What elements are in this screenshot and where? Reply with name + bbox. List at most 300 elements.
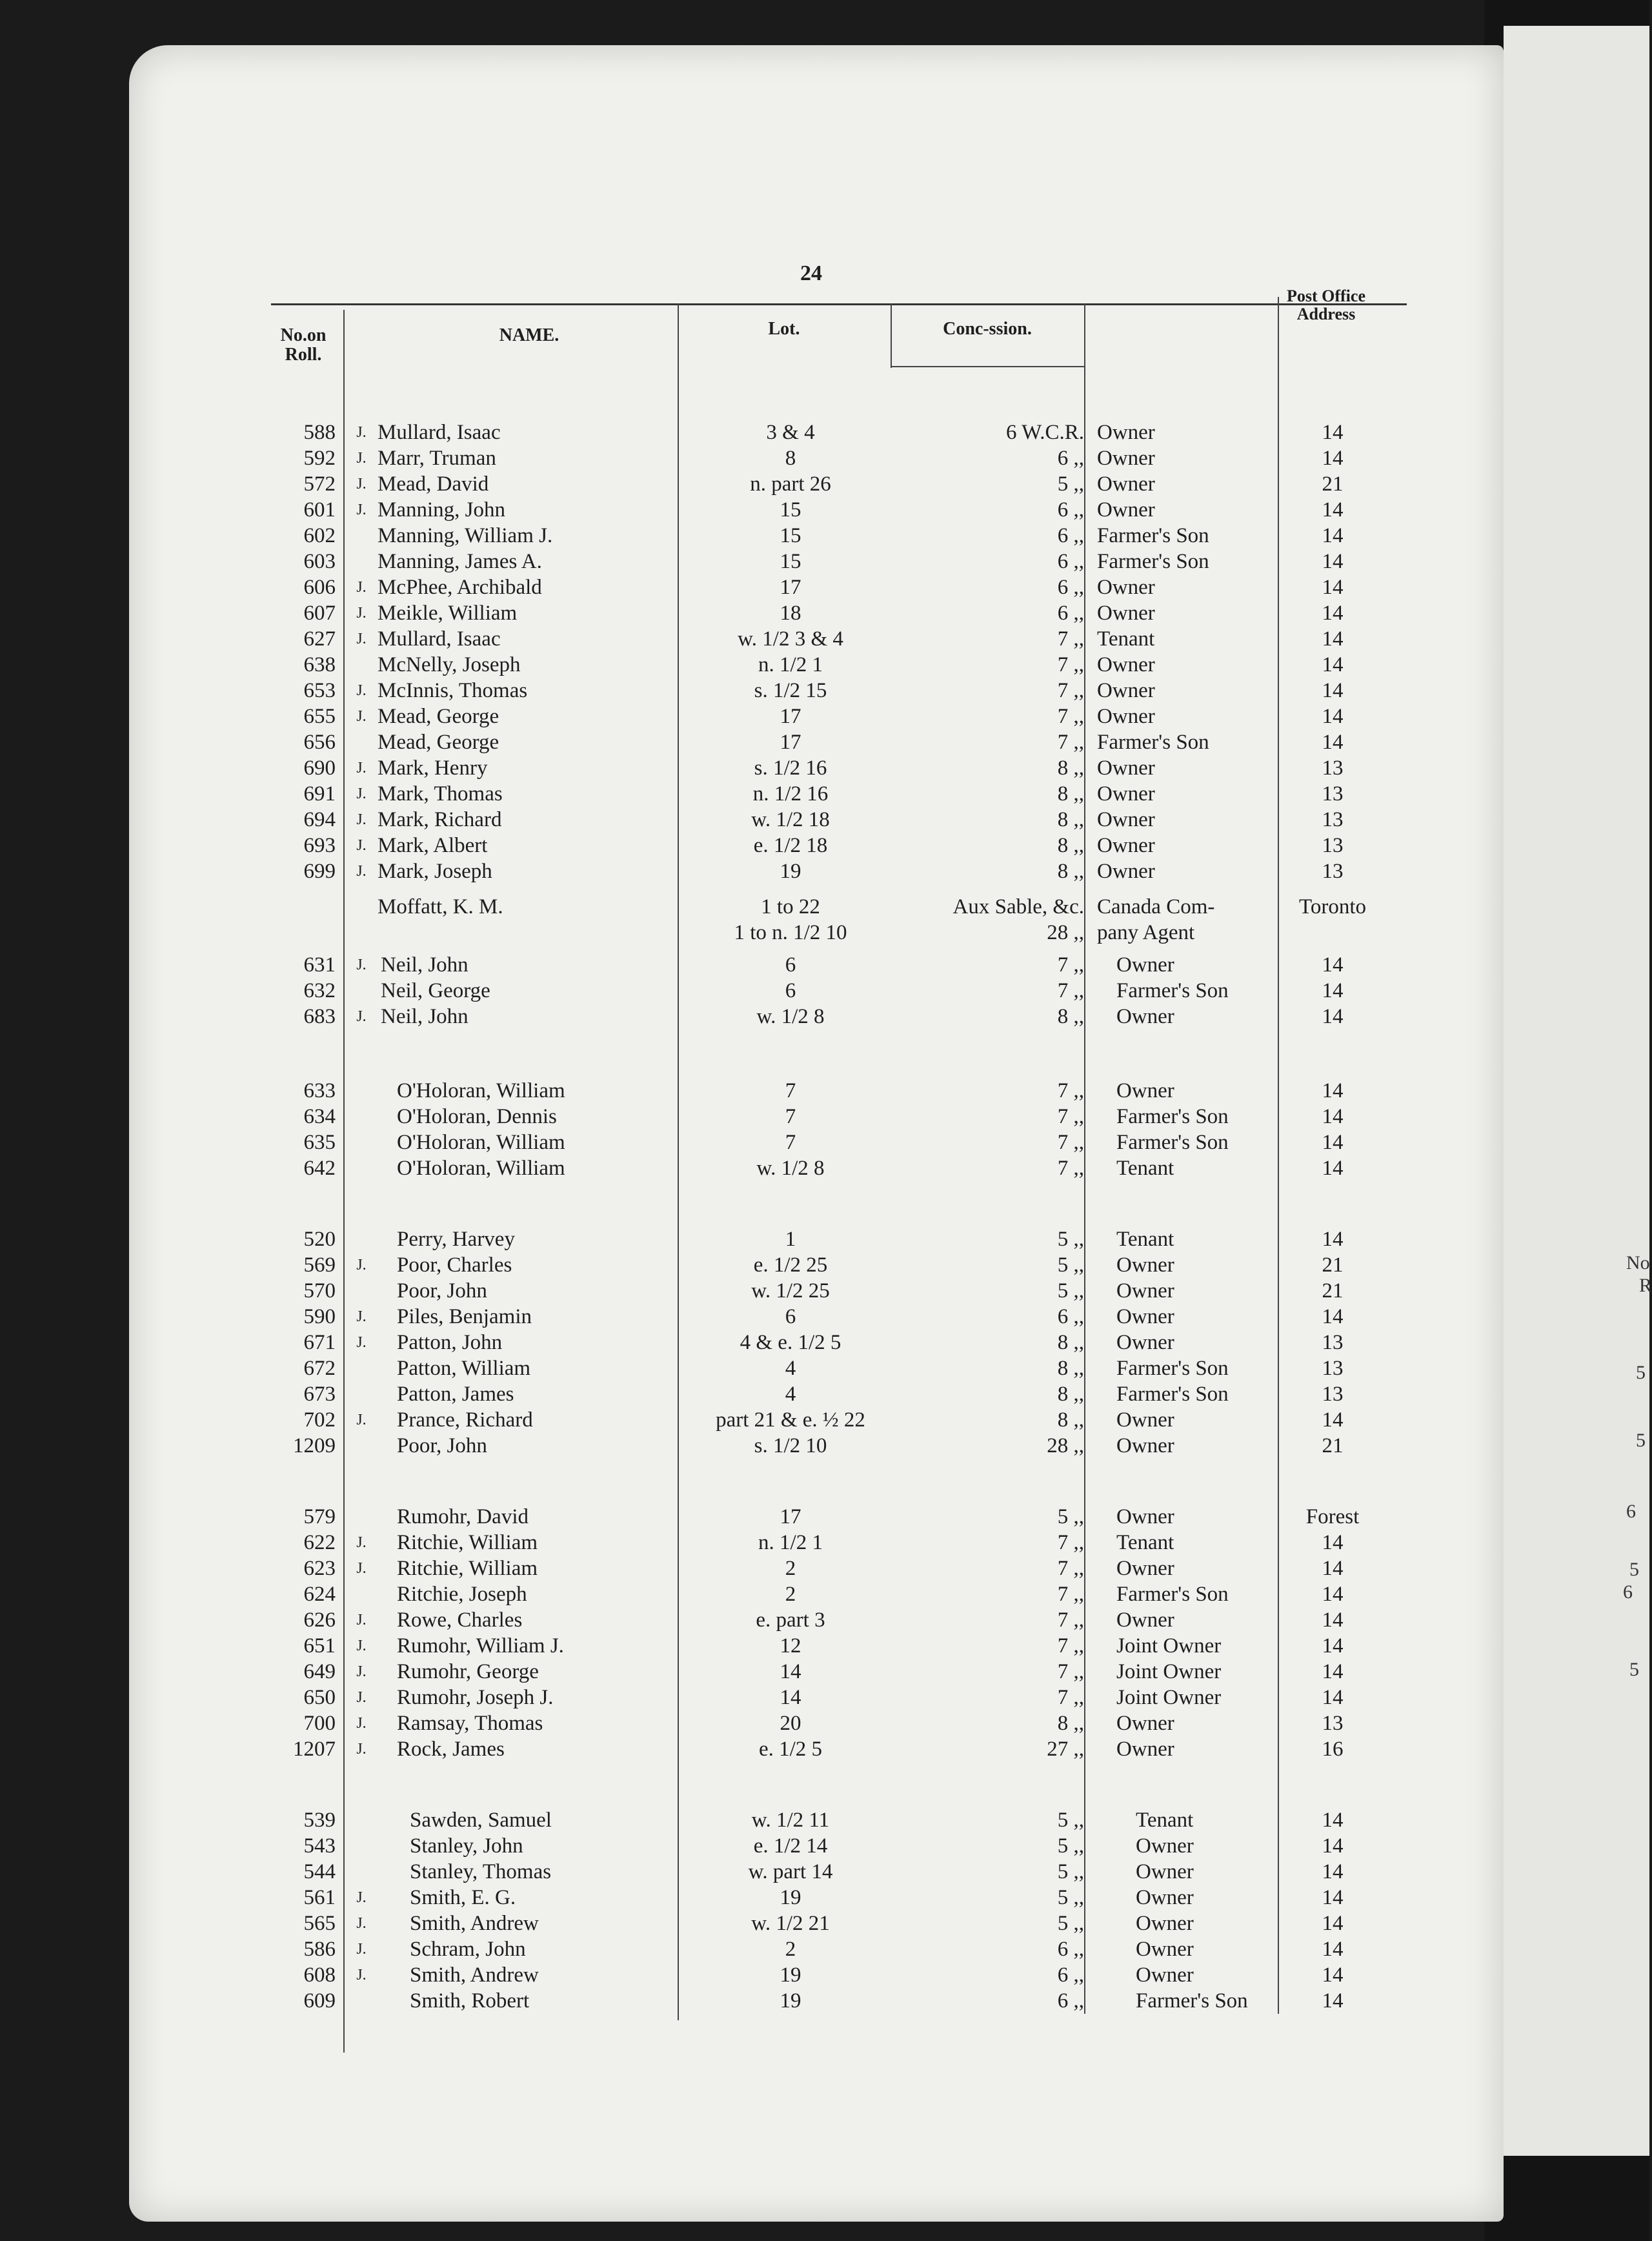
post-office: 13 <box>1322 756 1344 780</box>
table-row <box>0 1330 1649 1356</box>
lot: n. part 26 <box>750 472 831 496</box>
post-office: 14 <box>1322 1408 1344 1432</box>
post-office: 14 <box>1322 1583 1344 1606</box>
elector-name: O'Holoran, William <box>397 1157 565 1180</box>
status: Owner <box>1097 447 1155 470</box>
elector-name: O'Holoran, William <box>397 1131 565 1154</box>
roll-number: 570 <box>303 1279 336 1303</box>
status: Owner <box>1116 1434 1174 1457</box>
lot: e. 1/2 25 <box>753 1253 828 1277</box>
lot: e. part 3 <box>756 1608 825 1632</box>
status: Owner <box>1116 1738 1174 1761</box>
post-office: 14 <box>1322 1634 1344 1658</box>
qualification-mark: J. <box>356 1008 367 1025</box>
roll-number: 671 <box>303 1331 336 1354</box>
concession: 6 ,, <box>1057 1938 1084 1961</box>
post-office: Forest <box>1305 1505 1360 1528</box>
roll-number: 543 <box>303 1834 336 1858</box>
lot: 4 <box>785 1383 796 1406</box>
elector-name: Rumohr, George <box>397 1660 539 1683</box>
post-office: 14 <box>1322 576 1344 599</box>
roll-number: 683 <box>303 1005 336 1028</box>
concession: 8 ,, <box>1057 1357 1084 1380</box>
table-row <box>0 549 1649 575</box>
concession: 7 ,, <box>1057 627 1084 651</box>
qualification-mark: J. <box>356 1412 367 1428</box>
elector-name: Ritchie, William <box>397 1531 538 1554</box>
status: Owner <box>1097 498 1155 522</box>
qualification-mark: J. <box>356 1534 367 1551</box>
status: Owner <box>1097 472 1155 496</box>
post-office: 21 <box>1322 1253 1344 1277</box>
qualification-mark: J. <box>356 1941 367 1958</box>
concession: 8 ,, <box>1057 808 1084 831</box>
table-row <box>0 1078 1649 1104</box>
table-row <box>0 523 1649 549</box>
roll-number: 572 <box>303 472 336 496</box>
concession: 8 ,, <box>1057 1331 1084 1354</box>
elector-name: Stanley, Thomas <box>410 1860 552 1883</box>
qualification-mark: J. <box>356 1308 367 1325</box>
elector-name: Ramsay, Thomas <box>397 1712 543 1735</box>
status: Farmer's Son <box>1097 731 1209 754</box>
lot: 7 <box>785 1131 796 1154</box>
table-row <box>0 1962 1649 1989</box>
status: Owner <box>1116 1608 1174 1632</box>
lot: e. 1/2 14 <box>753 1834 828 1858</box>
roll-number: 565 <box>303 1912 336 1935</box>
status: Owner <box>1097 834 1155 857</box>
qualification-mark: J. <box>356 424 367 441</box>
status: Owner <box>1136 1912 1194 1935</box>
table-row <box>0 626 1649 653</box>
elector-name: O'Holoran, William <box>397 1079 565 1102</box>
elector-name: Ritchie, Joseph <box>397 1583 527 1606</box>
table-row <box>0 755 1649 782</box>
status: Owner <box>1116 953 1174 977</box>
qualification-mark: J. <box>356 1257 367 1273</box>
roll-number: 653 <box>303 679 336 702</box>
table-row <box>0 1633 1649 1659</box>
status: Farmer's Son <box>1116 1357 1229 1380</box>
post-office: 14 <box>1322 1228 1344 1251</box>
post-office: 14 <box>1322 1860 1344 1883</box>
roll-number: 693 <box>303 834 336 857</box>
concession: 5 ,, <box>1057 472 1084 496</box>
lot: w. 1/2 25 <box>751 1279 830 1303</box>
concession: 7 ,, <box>1057 979 1084 1002</box>
lot: 8 <box>785 447 796 470</box>
elector-name: Mullard, Isaac <box>378 627 501 651</box>
table-row <box>0 574 1649 601</box>
table-row <box>0 704 1649 730</box>
concession: 7 ,, <box>1057 1557 1084 1580</box>
roll-number: 699 <box>303 860 336 883</box>
post-office: 13 <box>1322 1357 1344 1380</box>
concession: 7 ,, <box>1057 1157 1084 1180</box>
table-row <box>0 678 1649 704</box>
table-row <box>0 1155 1649 1182</box>
roll-number: 607 <box>303 602 336 625</box>
lot: 19 <box>780 1886 801 1909</box>
post-office: 14 <box>1322 953 1344 977</box>
qualification-mark: J. <box>356 760 367 776</box>
status: Canada Com- <box>1097 895 1215 918</box>
post-office: 14 <box>1322 1157 1344 1180</box>
elector-name: Manning, John <box>378 498 505 522</box>
status: Tenant <box>1136 1809 1194 1832</box>
elector-name: Poor, John <box>397 1434 487 1457</box>
status: Farmer's Son <box>1116 1105 1229 1128</box>
concession: 5 ,, <box>1057 1228 1084 1251</box>
qualification-mark: J. <box>356 476 367 492</box>
header-name: NAME. <box>499 325 559 345</box>
post-office: 14 <box>1322 1963 1344 1987</box>
roll-number: 635 <box>303 1131 336 1154</box>
concession: 5 ,, <box>1057 1279 1084 1303</box>
table-row <box>0 1659 1649 1685</box>
lot: w. 1/2 8 <box>756 1005 825 1028</box>
table-row <box>0 1355 1649 1382</box>
elector-name: Mark, Henry <box>378 756 488 780</box>
elector-name: Smith, Robert <box>410 1989 530 2013</box>
table-row <box>0 1859 1649 1885</box>
roll-number: 690 <box>303 756 336 780</box>
lot: part 21 & e. ½ 22 <box>716 1408 865 1432</box>
elector-name: Meikle, William <box>378 602 518 625</box>
elector-name: Mark, Thomas <box>378 782 503 806</box>
lot: w. part 14 <box>748 1860 833 1883</box>
table-top-rule <box>271 303 1407 305</box>
post-office: 21 <box>1322 1434 1344 1457</box>
lot: 14 <box>780 1686 801 1709</box>
roll-number: 672 <box>303 1357 336 1380</box>
post-office: 16 <box>1322 1738 1344 1761</box>
status: Owner <box>1097 808 1155 831</box>
status: Tenant <box>1116 1531 1174 1554</box>
concession: 6 ,, <box>1057 498 1084 522</box>
concession: 5 ,, <box>1057 1860 1084 1883</box>
status: Farmer's Son <box>1097 524 1209 547</box>
qualification-mark: J. <box>356 450 367 467</box>
post-office: 14 <box>1322 602 1344 625</box>
concession: 6 ,, <box>1057 602 1084 625</box>
table-row <box>0 1252 1649 1279</box>
table-row <box>0 1685 1649 1711</box>
elector-name: Marr, Truman <box>378 447 496 470</box>
table-row <box>0 600 1649 627</box>
lot: 1 to 22 <box>761 895 820 918</box>
table-row <box>0 1911 1649 1937</box>
table-row <box>0 833 1649 859</box>
post-office: 14 <box>1322 447 1344 470</box>
table-row <box>0 1530 1649 1556</box>
roll-number: 1207 <box>293 1738 336 1761</box>
status: Owner <box>1097 860 1155 883</box>
lot: 1 to n. 1/2 10 <box>734 921 847 944</box>
concession: 7 ,, <box>1057 1608 1084 1632</box>
status: Owner <box>1116 1505 1174 1528</box>
elector-name: Smith, E. G. <box>410 1886 516 1909</box>
lot: 2 <box>785 1938 796 1961</box>
qualification-mark: J. <box>356 1967 367 1983</box>
concession: 7 ,, <box>1057 705 1084 728</box>
status: Owner <box>1136 1886 1194 1909</box>
status: Owner <box>1136 1834 1194 1858</box>
table-row <box>0 1988 1649 2014</box>
header-roll: No.on Roll. <box>280 325 327 365</box>
roll-number: 651 <box>303 1634 336 1658</box>
post-office: 14 <box>1322 498 1344 522</box>
post-office: 14 <box>1322 627 1344 651</box>
lot: 7 <box>785 1079 796 1102</box>
lot: 4 & e. 1/2 5 <box>740 1331 841 1354</box>
table-row <box>0 894 1649 920</box>
table-row <box>0 1556 1649 1582</box>
table-row <box>0 1407 1649 1434</box>
post-office: 14 <box>1322 1912 1344 1935</box>
status: Owner <box>1116 1712 1174 1735</box>
roll-number: 673 <box>303 1383 336 1406</box>
status: Tenant <box>1097 627 1155 651</box>
qualification-mark: J. <box>356 1560 367 1577</box>
qualification-mark: J. <box>356 786 367 802</box>
lot: w. 1/2 8 <box>756 1157 825 1180</box>
adjacent-page-fragment: No <box>1626 1252 1650 1273</box>
status: Owner <box>1116 1557 1174 1580</box>
post-office: 14 <box>1322 1105 1344 1128</box>
lot: s. 1/2 15 <box>754 679 827 702</box>
concession: 6 ,, <box>1057 1305 1084 1328</box>
lot: 17 <box>780 1505 801 1528</box>
lot: 4 <box>785 1357 796 1380</box>
qualification-mark: J. <box>356 811 367 828</box>
elector-name: Sawden, Samuel <box>410 1809 552 1832</box>
concession: 7 ,, <box>1057 1583 1084 1606</box>
qualification-mark: J. <box>356 1334 367 1351</box>
table-row <box>0 1504 1649 1530</box>
elector-name: Prance, Richard <box>397 1408 533 1432</box>
post-office: 14 <box>1322 653 1344 676</box>
elector-name: Rumohr, David <box>397 1505 529 1528</box>
roll-number: 627 <box>303 627 336 651</box>
post-office: 14 <box>1322 1608 1344 1632</box>
status: Owner <box>1136 1963 1194 1987</box>
post-office: 14 <box>1322 731 1344 754</box>
qualification-mark: J. <box>356 1715 367 1732</box>
elector-name: Perry, Harvey <box>397 1228 515 1251</box>
concession: 6 ,, <box>1057 550 1084 573</box>
post-office: 14 <box>1322 1834 1344 1858</box>
status: Owner <box>1116 1331 1174 1354</box>
concession: 7 ,, <box>1057 953 1084 977</box>
adjacent-page-fragment: 6 <box>1623 1581 1633 1603</box>
status: Joint Owner <box>1116 1660 1222 1683</box>
post-office: 14 <box>1322 524 1344 547</box>
table-row <box>0 652 1649 678</box>
roll-number: 694 <box>303 808 336 831</box>
post-office: 14 <box>1322 1005 1344 1028</box>
post-office: 14 <box>1322 1660 1344 1683</box>
lot: 2 <box>785 1583 796 1606</box>
lot: 20 <box>780 1712 801 1735</box>
post-office: 21 <box>1322 472 1344 496</box>
concession: 7 ,, <box>1057 1105 1084 1128</box>
lot: w. 1/2 3 & 4 <box>738 627 843 651</box>
roll-number: 650 <box>303 1686 336 1709</box>
lot: s. 1/2 16 <box>754 756 827 780</box>
adjacent-page-fragment: R <box>1639 1275 1652 1296</box>
post-office: 14 <box>1322 1557 1344 1580</box>
qualification-mark: J. <box>356 631 367 647</box>
lot: 15 <box>780 524 801 547</box>
lot: 19 <box>780 860 801 883</box>
post-office: 14 <box>1322 1886 1344 1909</box>
roll-number: 631 <box>303 953 336 977</box>
header-lot: Lot. <box>768 319 800 339</box>
lot: 2 <box>785 1557 796 1580</box>
adjacent-page-fragment: 6 <box>1626 1501 1636 1522</box>
concession: 5 ,, <box>1057 1912 1084 1935</box>
status: Owner <box>1097 756 1155 780</box>
roll-number: 634 <box>303 1105 336 1128</box>
lot: 17 <box>780 705 801 728</box>
roll-number: 602 <box>303 524 336 547</box>
concession: 6 ,, <box>1057 576 1084 599</box>
table-row <box>0 1130 1649 1156</box>
roll-number: 622 <box>303 1531 336 1554</box>
concession: 5 ,, <box>1057 1834 1084 1858</box>
qualification-mark: J. <box>356 1741 367 1758</box>
lot: 19 <box>780 1963 801 1987</box>
concession: 8 ,, <box>1057 756 1084 780</box>
table-row <box>0 1278 1649 1304</box>
roll-number: 633 <box>303 1079 336 1102</box>
qualification-mark: J. <box>356 605 367 622</box>
elector-name: Patton, John <box>397 1331 503 1354</box>
status: Owner <box>1116 1005 1174 1028</box>
roll-number: 1209 <box>293 1434 336 1457</box>
elector-name: Mead, George <box>378 731 499 754</box>
status: Owner <box>1116 1079 1174 1102</box>
lot: 19 <box>780 1989 801 2013</box>
lot: 6 <box>785 953 796 977</box>
concession: 28 ,, <box>1047 921 1084 944</box>
elector-name: Manning, William J. <box>378 524 553 547</box>
table-row <box>0 1885 1649 1911</box>
roll-number: 603 <box>303 550 336 573</box>
table-row <box>0 497 1649 523</box>
qualification-mark: J. <box>356 863 367 880</box>
lot: 1 <box>785 1228 796 1251</box>
elector-name: McInnis, Thomas <box>378 679 528 702</box>
status: Farmer's Son <box>1116 1583 1229 1606</box>
status: Owner <box>1116 1305 1174 1328</box>
elector-name: Neil, George <box>381 979 490 1002</box>
elector-name: Rowe, Charles <box>397 1608 523 1632</box>
concession: 8 ,, <box>1057 834 1084 857</box>
lot: 3 & 4 <box>766 421 815 444</box>
concession: 8 ,, <box>1057 1005 1084 1028</box>
adjacent-page-fragment: 5 <box>1629 1559 1639 1580</box>
lot: n. 1/2 16 <box>752 782 829 806</box>
lot: w. 1/2 21 <box>751 1912 830 1935</box>
concession: 5 ,, <box>1057 1505 1084 1528</box>
concession: 8 ,, <box>1057 860 1084 883</box>
post-office: 14 <box>1322 679 1344 702</box>
concession: 7 ,, <box>1057 1686 1084 1709</box>
qualification-mark: J. <box>356 708 367 725</box>
roll-number: 700 <box>303 1712 336 1735</box>
post-office: 13 <box>1322 782 1344 806</box>
roll-number: 579 <box>303 1505 336 1528</box>
post-office: 13 <box>1322 1383 1344 1406</box>
status: Tenant <box>1116 1228 1174 1251</box>
table-row <box>0 445 1649 472</box>
post-office: 13 <box>1322 808 1344 831</box>
concession: 7 ,, <box>1057 1131 1084 1154</box>
adjacent-page-fragment: 5 <box>1629 1659 1639 1680</box>
status: Owner <box>1097 421 1155 444</box>
page-number: 24 <box>800 261 822 285</box>
elector-name: Patton, William <box>397 1357 531 1380</box>
qualification-mark: J. <box>356 957 367 973</box>
concession: 6 ,, <box>1057 1963 1084 1987</box>
header-concession: Conc-ssion. <box>943 319 1032 339</box>
concession: 7 ,, <box>1057 1079 1084 1102</box>
status: Owner <box>1097 679 1155 702</box>
roll-number: 649 <box>303 1660 336 1683</box>
qualification-mark: J. <box>356 1638 367 1654</box>
post-office: 14 <box>1322 1686 1344 1709</box>
lot: w. 1/2 18 <box>751 808 830 831</box>
lot: 18 <box>780 602 801 625</box>
lot: 14 <box>780 1660 801 1683</box>
table-row <box>0 1736 1649 1763</box>
elector-name: Ritchie, William <box>397 1557 538 1580</box>
table-row <box>0 471 1649 498</box>
status: Tenant <box>1116 1157 1174 1180</box>
elector-name: Schram, John <box>410 1938 526 1961</box>
roll-number: 656 <box>303 731 336 754</box>
elector-name: Smith, Andrew <box>410 1963 539 1987</box>
qualification-mark: J. <box>356 1612 367 1628</box>
elector-name: O'Holoran, Dennis <box>397 1105 557 1128</box>
table-row <box>0 1004 1649 1030</box>
elector-name: Mark, Joseph <box>378 860 492 883</box>
adjacent-page-fragment: 5 <box>1636 1430 1646 1451</box>
status: Farmer's Son <box>1116 1383 1229 1406</box>
elector-name: Neil, John <box>381 953 468 977</box>
roll-number: 642 <box>303 1157 336 1180</box>
post-office: 14 <box>1322 421 1344 444</box>
elector-name: Mark, Albert <box>378 834 488 857</box>
elector-name: Rock, James <box>397 1738 505 1761</box>
elector-name: Mead, David <box>378 472 489 496</box>
concession: 7 ,, <box>1057 731 1084 754</box>
table-row <box>0 920 1649 946</box>
roll-number: 655 <box>303 705 336 728</box>
elector-name: Stanley, John <box>410 1834 523 1858</box>
lot: 6 <box>785 1305 796 1328</box>
roll-number: 609 <box>303 1989 336 2013</box>
table-row <box>0 952 1649 979</box>
elector-name: Poor, Charles <box>397 1253 512 1277</box>
elector-name: Rumohr, Joseph J. <box>397 1686 554 1709</box>
status: Owner <box>1097 602 1155 625</box>
roll-number: 702 <box>303 1408 336 1432</box>
roll-number: 588 <box>303 421 336 444</box>
